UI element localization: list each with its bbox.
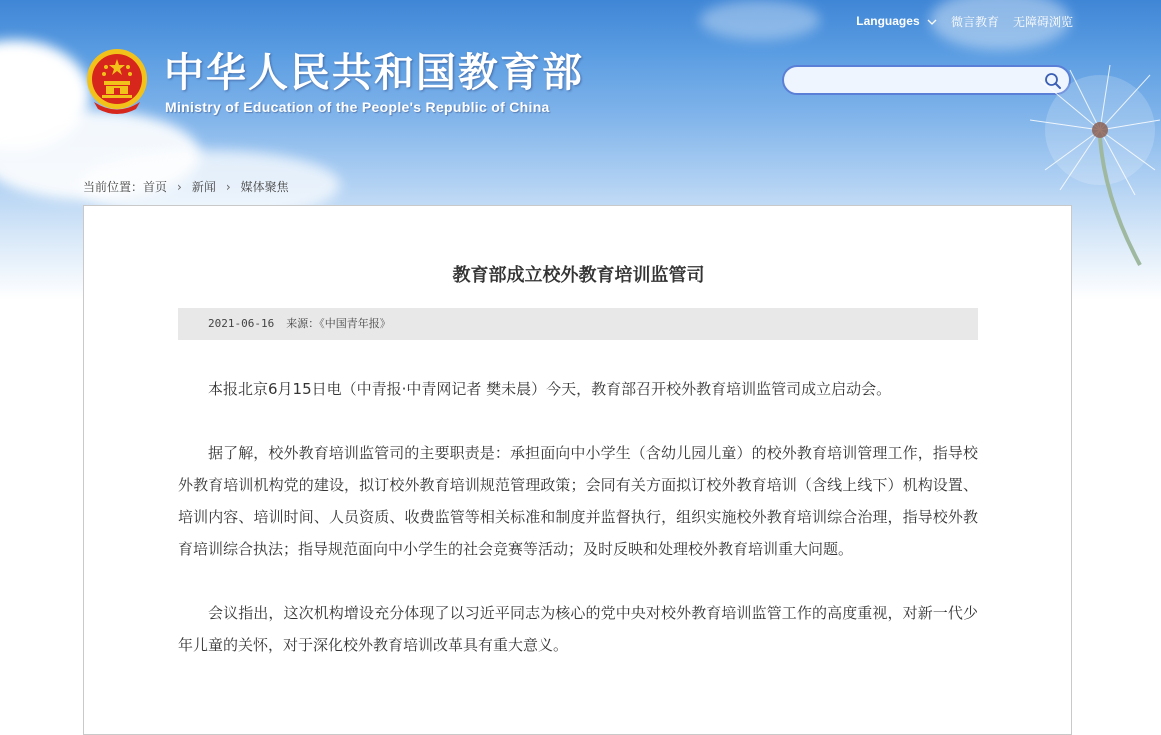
article-panel bbox=[83, 205, 1072, 735]
article-source-label: 来源： bbox=[286, 317, 320, 330]
article-paragraph: 会议指出，这次机构增设充分体现了以习近平同志为核心的党中央对校外教育培训监管工作的高度重视，对新一代少年儿童的关怀，对于深化校外教育培训改革具有重大意义。 bbox=[178, 604, 978, 654]
site-title[interactable]: 中华人民共和国教育部 bbox=[164, 50, 584, 96]
breadcrumb-news[interactable]: 新闻 bbox=[191, 180, 216, 194]
breadcrumb-prefix: 当前位置： bbox=[83, 180, 144, 194]
breadcrumb bbox=[83, 178, 289, 195]
chevron-right-icon: › bbox=[225, 179, 231, 194]
search-input[interactable] bbox=[796, 67, 1040, 95]
article-date: 2021-06-16 bbox=[208, 317, 275, 330]
article-source: 《中国青年报》 bbox=[319, 317, 391, 330]
article-meta bbox=[178, 308, 978, 340]
cloud-decoration bbox=[700, 0, 820, 40]
article-paragraph: 据了解，校外教育培训监管司的主要职责是：承担面向中小学生（含幼儿园儿童）的校外教育培训管理工作，指导校外教育培训机构党的建设，拟订校外教育培训规范管理政策；会同有关方面拟订校外教育培训（含线上线下）机构设置、培训内容、培训时间、人员资质、收费监管等相关标准和制度并监督执行，组织实施校外教育培训综合治理，指导校外教育培训综合执法；指导规范面向中小学生的社会竞赛等活动；及时反映和处理校外教育培训重大问题。 bbox=[178, 444, 978, 558]
top-navigation bbox=[842, 12, 1073, 30]
chevron-right-icon: › bbox=[177, 179, 182, 194]
weibo-link[interactable]: 微言教育 bbox=[950, 14, 999, 29]
site-subtitle[interactable]: Ministry of Education of the People's Republic of China bbox=[165, 99, 550, 115]
national-emblem-icon bbox=[84, 47, 150, 115]
breadcrumb-media-focus[interactable]: 媒体聚焦 bbox=[240, 180, 289, 194]
languages-label: Languages bbox=[856, 14, 920, 28]
breadcrumb-home[interactable]: 首页 bbox=[143, 180, 168, 194]
chevron-down-icon bbox=[927, 18, 937, 26]
article-paragraph: 本报北京6月15日电（中青报·中青网记者 樊未晨）今天，教育部召开校外教育培训监管司成立启动会。 bbox=[208, 380, 892, 398]
accessibility-link[interactable]: 无障碍浏览 bbox=[1012, 14, 1073, 29]
article-title: 教育部成立校外教育培训监管司 bbox=[452, 265, 705, 286]
article-body bbox=[178, 373, 978, 693]
languages-menu[interactable] bbox=[856, 14, 937, 28]
